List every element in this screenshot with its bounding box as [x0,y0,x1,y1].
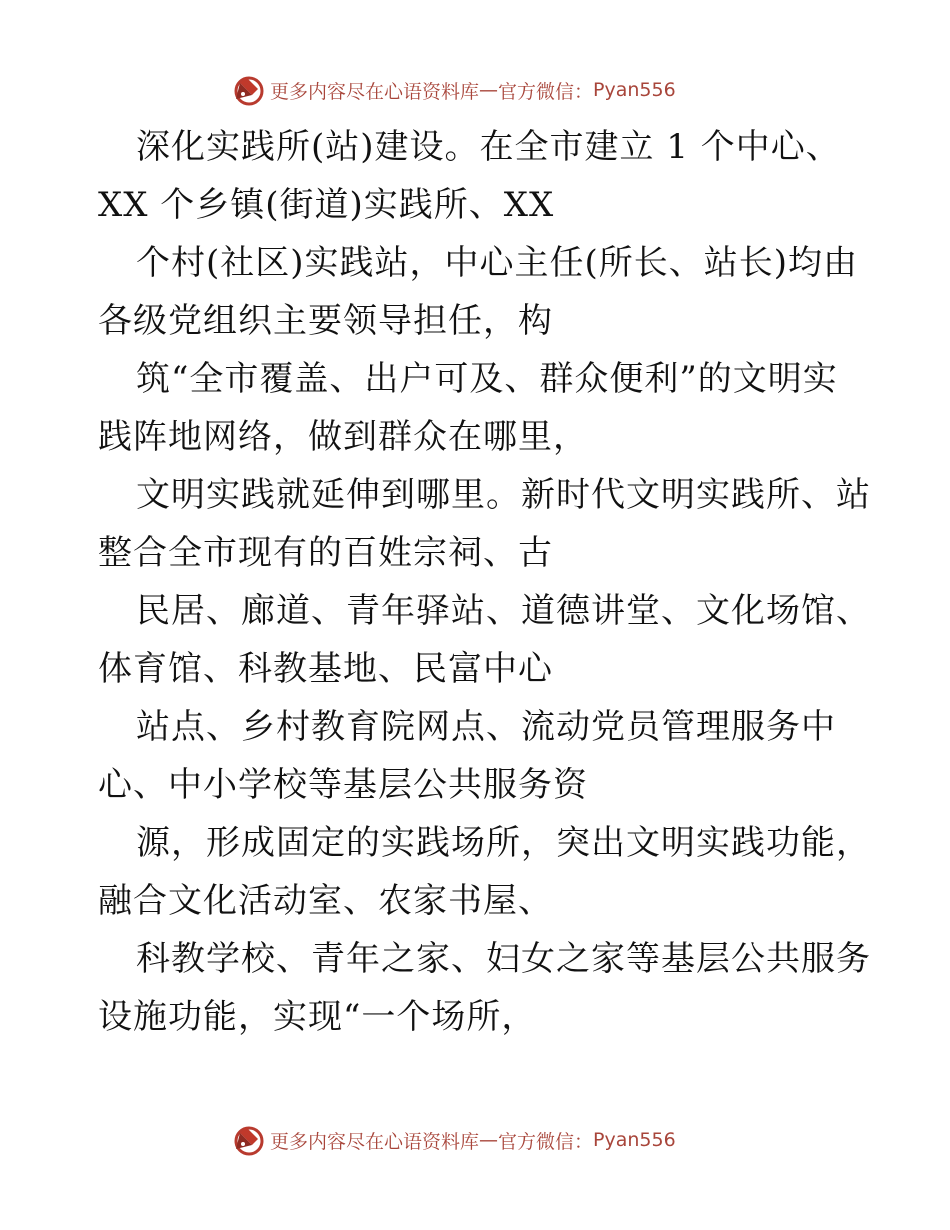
body-line: 民居、廊道、青年驿站、道德讲堂、文化场馆、 [136,591,871,631]
body-line: 各级党组织主要领导担任，构 [98,301,553,341]
banner-label: 官方微信： [498,80,594,103]
body-line: 整合全市现有的百姓宗祠、古 [98,533,553,573]
body-line: 个村(社区)实践站，中心主任(所长、站长)均由 [136,243,859,283]
banner-label: 官方微信： [498,1130,594,1153]
body-line: 源，形成固定的实践场所，突出文明实践功能， [136,823,871,863]
banner-dash: — [479,79,499,101]
body-line: 文明实践就延伸到哪里。新时代文明实践所、站 [136,475,871,515]
body-line: 践阵地网络，做到群众在哪里， [98,417,588,457]
pen-circle-logo-icon [232,1123,266,1157]
banner-dash: — [479,1129,499,1151]
body-line: 科教学校、青年之家、妇女之家等基层公共服务 [136,939,871,979]
document-body [98,118,871,1046]
body-line: 筑“全市覆盖、出户可及、群众便利”的文明实 [136,359,838,399]
body-line: 深化实践所(站)建设。在全市建立 1 个中心、 [136,127,841,167]
body-line: XX 个乡镇(街道)实践所、XX [98,185,555,225]
header-banner [232,70,676,110]
body-line: 设施功能，实现“一个场所， [98,997,537,1037]
banner-wechat-id: Pyan556 [593,79,676,101]
footer-banner [232,1120,676,1160]
banner-slogan: 更多内容尽在心语资料库 [270,1130,480,1153]
body-line: 体育馆、科教基地、民富中心 [98,649,553,689]
pen-circle-logo-icon [232,73,266,107]
banner-wechat-id: Pyan556 [593,1129,676,1151]
body-line: 心、中小学校等基层公共服务资 [98,765,588,805]
banner-slogan: 更多内容尽在心语资料库 [270,80,480,103]
body-line: 站点、乡村教育院网点、流动党员管理服务中 [136,707,836,747]
body-line: 融合文化活动室、农家书屋、 [98,881,553,921]
